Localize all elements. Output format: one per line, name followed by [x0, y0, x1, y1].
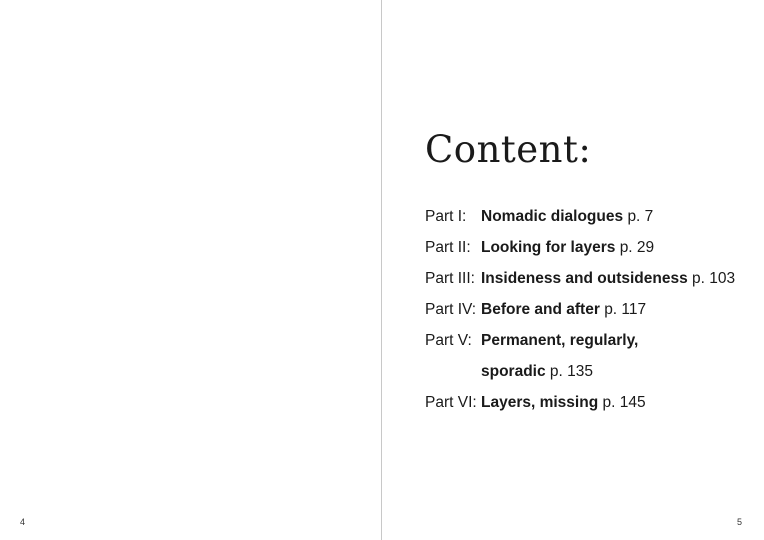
table-of-contents [425, 205, 735, 422]
toc-row [425, 205, 735, 236]
toc-part-label: Part III: [425, 270, 475, 287]
toc-entry [481, 329, 638, 360]
toc-entry-page: p. 135 [549, 363, 594, 380]
toc-part-label: Part IV: [425, 301, 477, 318]
toc-entry [481, 298, 646, 329]
toc-entry-page: p. 145 [602, 394, 646, 411]
toc-part-label [425, 360, 481, 391]
page-number-left: 4 [20, 517, 26, 527]
right-page [382, 0, 764, 540]
toc-entry-title: Layers, missing [481, 394, 599, 411]
toc-row [425, 360, 735, 391]
toc-part-label: Part V: [425, 332, 472, 349]
toc-entry [481, 236, 654, 267]
toc-entry-title: Looking for layers [481, 239, 616, 256]
toc-row [425, 329, 735, 360]
toc-entry [481, 205, 653, 236]
toc-entry [481, 360, 593, 391]
toc-row [425, 391, 735, 422]
toc-entry-page: p. 103 [692, 270, 736, 287]
toc-entry-page: p. 29 [619, 239, 655, 256]
toc-entry-title: Permanent, regularly, [481, 332, 639, 349]
toc-row [425, 298, 735, 329]
toc-entry-title: Before and after [481, 301, 600, 318]
toc-row [425, 267, 735, 298]
toc-entry-title: sporadic [481, 363, 546, 380]
toc-entry-title: Nomadic dialogues [481, 208, 624, 225]
page-number-right: 5 [737, 517, 743, 527]
page-title: Content: [425, 128, 592, 171]
toc-entry-title: Insideness and outsideness [481, 270, 688, 287]
toc-entry-page: p. 7 [627, 208, 654, 225]
toc-entry-page: p. 117 [604, 301, 647, 318]
toc-entry [481, 267, 735, 298]
toc-part-label: Part VI: [425, 394, 477, 411]
toc-part-label: Part II: [425, 239, 471, 256]
toc-part-label: Part I: [425, 208, 467, 225]
left-page [0, 0, 381, 540]
toc-entry [481, 391, 646, 422]
toc-row [425, 236, 735, 267]
